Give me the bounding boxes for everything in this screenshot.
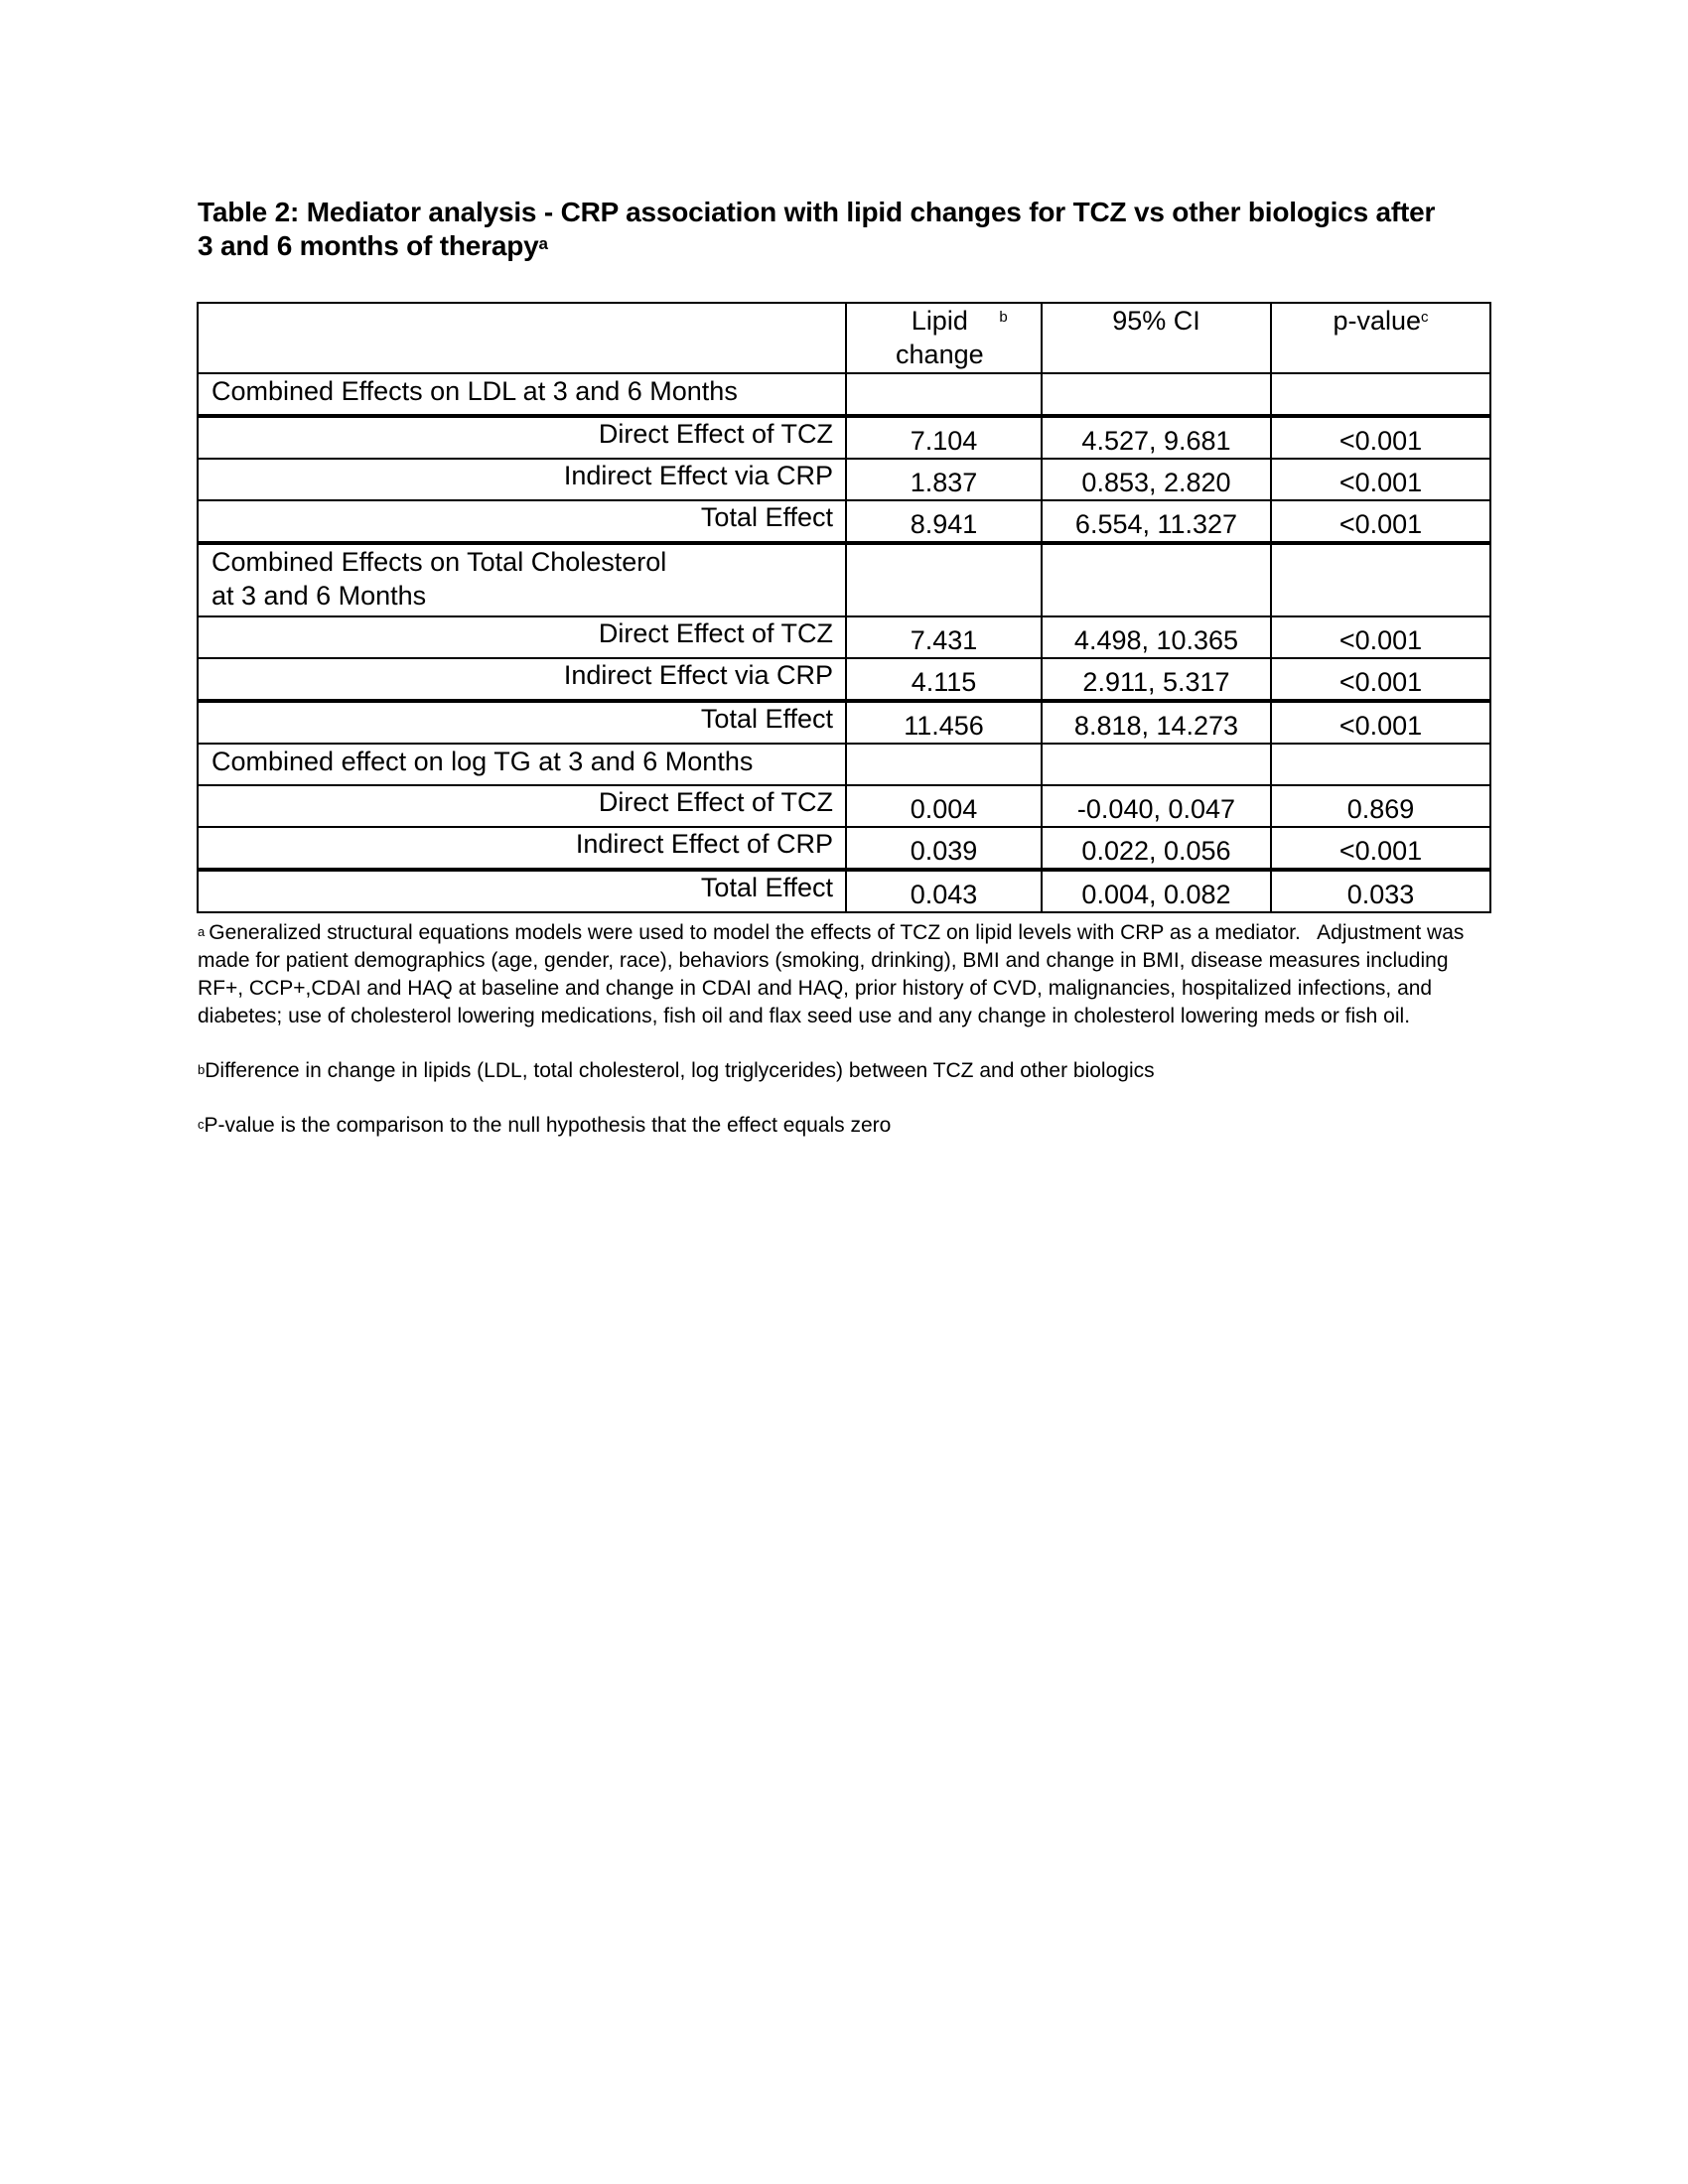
empty-cell <box>1042 373 1271 416</box>
footnote-text: P-value is the comparison to the null hypothesis that the effect equals zero <box>204 1114 892 1137</box>
row-label: Total Effect <box>198 870 846 912</box>
row-label: Total Effect <box>198 500 846 543</box>
ci-value: 0.853, 2.820 <box>1042 459 1271 500</box>
lipid-change-value: 7.104 <box>846 416 1042 459</box>
header-p-value-marker: c <box>1421 309 1429 326</box>
group-heading-total-cholesterol: Combined Effects on Total Cholesterol at 3 and 6 Months <box>198 543 846 616</box>
empty-cell <box>1271 543 1490 616</box>
p-value: <0.001 <box>1271 416 1490 459</box>
row-label: Direct Effect of TCZ <box>198 416 846 459</box>
p-value: <0.001 <box>1271 616 1490 658</box>
lipid-change-value: 0.004 <box>846 785 1042 827</box>
empty-cell <box>1042 543 1271 616</box>
ci-value: 0.004, 0.082 <box>1042 870 1271 912</box>
footnote-text: Generalized structural equations models were used to model the effects of TCZ on lipid levels with CRP as a mediator. Adjustment was made for patient demographics (age, gender, race), behaviors (smoking, drinking), BMI and change in BMI, disease measures including RF+, CCP+,CDAI and HAQ at baseline and change in CDAI and HAQ, prior history of CVD, malignancies, hospitalized infections, and diabetes; use of cholesterol lowering medications, fish oil and flax seed use and any change in cholesterol lowering meds or fish oil. <box>198 921 1471 1027</box>
header-lipid-change-marker: b <box>999 309 1008 326</box>
row-label: Total Effect <box>198 701 846 744</box>
title-footnote-marker: a <box>538 234 548 253</box>
p-value: <0.001 <box>1271 658 1490 701</box>
group-heading-log-tg: Combined effect on log TG at 3 and 6 Months <box>198 744 846 785</box>
lipid-change-value: 11.456 <box>846 701 1042 744</box>
footnote-c <box>198 1112 1488 1140</box>
table-row <box>198 616 1490 658</box>
row-label: Indirect Effect via CRP <box>198 658 846 701</box>
footnote-b <box>198 1057 1488 1085</box>
empty-cell <box>1271 373 1490 416</box>
ci-value: 0.022, 0.056 <box>1042 827 1271 870</box>
empty-cell <box>846 543 1042 616</box>
row-label: Direct Effect of TCZ <box>198 785 846 827</box>
group-heading-row <box>198 744 1490 785</box>
table-row <box>198 658 1490 701</box>
ci-value: 8.818, 14.273 <box>1042 701 1271 744</box>
lipid-change-value: 8.941 <box>846 500 1042 543</box>
table-row <box>198 416 1490 459</box>
header-95-ci: 95% CI <box>1042 303 1271 373</box>
table-footnotes <box>198 919 1488 1166</box>
group-heading-ldl: Combined Effects on LDL at 3 and 6 Months <box>198 373 846 416</box>
table-row <box>198 500 1490 543</box>
empty-cell <box>846 373 1042 416</box>
table-row <box>198 870 1490 912</box>
empty-cell <box>1271 744 1490 785</box>
table-title <box>198 196 1449 263</box>
header-cell-empty <box>198 303 846 373</box>
lipid-change-value: 7.431 <box>846 616 1042 658</box>
p-value: <0.001 <box>1271 701 1490 744</box>
ci-value: 2.911, 5.317 <box>1042 658 1271 701</box>
table-row <box>198 701 1490 744</box>
mediator-analysis-table <box>197 302 1491 913</box>
p-value: <0.001 <box>1271 500 1490 543</box>
footnote-marker: c <box>198 1117 205 1132</box>
p-value: 0.869 <box>1271 785 1490 827</box>
table-row <box>198 785 1490 827</box>
p-value: <0.001 <box>1271 827 1490 870</box>
row-label: Indirect Effect via CRP <box>198 459 846 500</box>
header-p-value: p-value$^c$ <box>1271 303 1490 373</box>
empty-cell <box>1042 744 1271 785</box>
ci-value: 4.527, 9.681 <box>1042 416 1271 459</box>
footnote-text: Difference in change in lipids (LDL, total cholesterol, log triglycerides) between TCZ and other biologics <box>205 1059 1155 1082</box>
lipid-change-value: 4.115 <box>846 658 1042 701</box>
footnote-marker: b <box>198 1062 206 1077</box>
footnote-a <box>198 919 1488 1030</box>
ci-value: 4.498, 10.365 <box>1042 616 1271 658</box>
table-title-text: Table 2: Mediator analysis - CRP association with lipid changes for TCZ vs other biologics after 3 and 6 months of therapy <box>198 197 1436 261</box>
ci-value: -0.040, 0.047 <box>1042 785 1271 827</box>
empty-cell <box>846 744 1042 785</box>
lipid-change-value: 0.039 <box>846 827 1042 870</box>
footnote-marker: a <box>198 924 206 939</box>
lipid-change-value: 0.043 <box>846 870 1042 912</box>
table-header-row <box>198 303 1490 373</box>
header-lipid-change: Lipid change$^b$ <box>846 303 1042 373</box>
p-value: <0.001 <box>1271 459 1490 500</box>
table-row <box>198 827 1490 870</box>
p-value: 0.033 <box>1271 870 1490 912</box>
group-heading-row <box>198 373 1490 416</box>
row-label: Direct Effect of TCZ <box>198 616 846 658</box>
row-label: Indirect Effect of CRP <box>198 827 846 870</box>
table-row <box>198 459 1490 500</box>
lipid-change-value: 1.837 <box>846 459 1042 500</box>
ci-value: 6.554, 11.327 <box>1042 500 1271 543</box>
group-heading-row <box>198 543 1490 616</box>
